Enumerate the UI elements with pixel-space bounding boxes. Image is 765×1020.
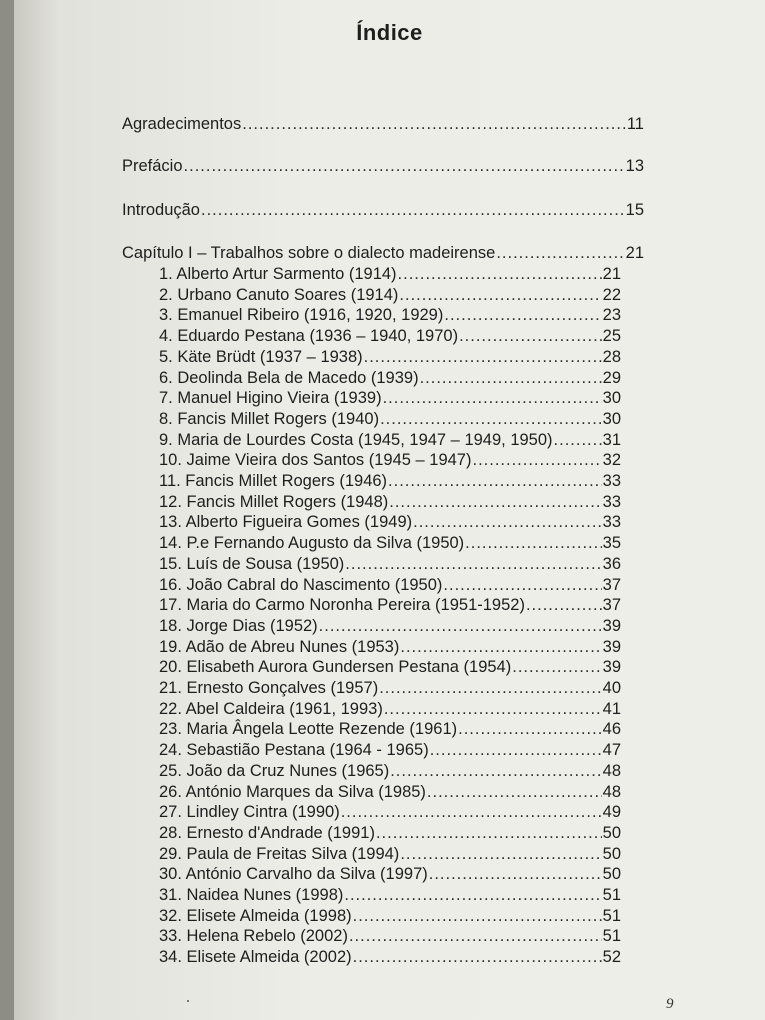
dot-leader xyxy=(443,575,601,595)
toc-entry xyxy=(159,554,621,574)
toc-entry-page: 36 xyxy=(602,554,621,573)
toc-entry xyxy=(159,595,621,615)
toc-entry-page: 50 xyxy=(602,844,621,863)
toc-entry xyxy=(159,616,621,636)
toc-entry xyxy=(159,512,621,532)
toc-entry-page: 33 xyxy=(602,472,621,490)
toc-entry-label: 1. Alberto Artur Sarmento (1914) xyxy=(159,265,397,283)
toc-entry-label: 29. Paula de Freitas Silva (1994) xyxy=(159,844,400,863)
toc-entry-page: 41 xyxy=(602,699,621,718)
toc-entry xyxy=(159,823,621,843)
toc-entry-page: 51 xyxy=(602,927,621,946)
toc-entry xyxy=(159,926,621,946)
toc-entry xyxy=(159,409,621,429)
toc-entry xyxy=(159,347,621,367)
toc-entry-label: 33. Helena Rebelo (2002) xyxy=(159,927,348,946)
toc-chapter-heading xyxy=(122,243,644,263)
toc-entry-label: 27. Lindley Cintra (1990) xyxy=(159,803,340,822)
toc-entry-page: 31 xyxy=(602,430,621,449)
toc-entry-label: 9. Maria de Lourdes Costa (1945, 1947 – 1949, 1950) xyxy=(159,430,553,449)
toc-entry-label: 11. Fancis Millet Rogers (1946) xyxy=(159,472,388,490)
dot-leader xyxy=(429,864,602,884)
toc-entry-label: 32. Elisete Almeida (1998) xyxy=(159,906,352,925)
toc-entry xyxy=(159,719,621,739)
toc-entry-label: 8. Fancis Millet Rogers (1940) xyxy=(159,409,380,428)
toc-entry-page: 50 xyxy=(602,865,621,884)
dot-leader xyxy=(201,200,625,220)
toc-entry-label: 20. Elisabeth Aurora Gundersen Pestana (1954) xyxy=(159,658,512,677)
toc-entry xyxy=(159,533,621,553)
toc-entry-label: 17. Maria do Carmo Noronha Pereira (1951-1952) xyxy=(159,596,525,615)
toc-entry-page: 48 xyxy=(602,782,621,801)
dot-leader xyxy=(427,782,602,802)
toc-entry-page: 21 xyxy=(625,244,644,262)
toc-entry-label: 15. Luís de Sousa (1950) xyxy=(159,554,345,573)
toc-entry-label: 16. João Cabral do Nascimento (1950) xyxy=(159,575,443,594)
toc-entry-page: 52 xyxy=(602,948,621,967)
toc-entry-page: 22 xyxy=(602,285,621,304)
toc-entry-label: 14. P.e Fernando Augusto da Silva (1950) xyxy=(159,534,465,553)
toc-entry xyxy=(159,264,621,284)
toc-entry-label: 26. António Marques da Silva (1985) xyxy=(159,782,426,801)
toc-entry-label: 31. Naidea Nunes (1998) xyxy=(159,886,344,904)
toc-entry xyxy=(159,699,621,719)
dot-leader xyxy=(399,285,601,305)
toc-entry-label: 10. Jaime Vieira dos Santos (1945 – 1947) xyxy=(159,451,472,470)
toc-entry-page: 51 xyxy=(602,906,621,925)
dot-leader xyxy=(376,823,602,843)
page-title: Índice xyxy=(356,20,423,45)
toc-entry-page: 11 xyxy=(626,115,644,133)
dot-leader xyxy=(458,719,602,739)
toc-entry-page: 47 xyxy=(602,741,621,760)
dot-leader xyxy=(380,409,602,429)
toc-entry-page: 15 xyxy=(625,201,644,219)
toc-entry xyxy=(159,637,621,657)
toc-entry xyxy=(159,844,621,864)
toc-entry-page: 30 xyxy=(602,409,621,428)
toc-entry xyxy=(159,388,621,408)
dot-leader xyxy=(420,368,602,388)
toc-entry-label: 30. António Carvalho da Silva (1997) xyxy=(159,865,428,884)
toc-entry-page: 25 xyxy=(602,327,621,346)
toc-entry-label: 28. Ernesto d'Andrade (1991) xyxy=(159,823,375,842)
dot-leader xyxy=(353,906,602,926)
dot-leader xyxy=(242,114,626,134)
dot-leader xyxy=(345,554,601,574)
toc-entry-page: 32 xyxy=(602,451,621,470)
dot-leader xyxy=(465,533,601,553)
dot-leader xyxy=(341,802,602,822)
toc-entry xyxy=(159,285,621,305)
print-speck xyxy=(187,1000,189,1002)
toc-entry-page: 50 xyxy=(602,823,621,842)
dot-leader xyxy=(398,264,602,284)
toc-entry xyxy=(159,305,621,325)
toc-entry-page: 48 xyxy=(602,761,621,780)
toc-entry-introducao xyxy=(122,200,644,220)
toc-entry-page: 39 xyxy=(602,637,621,656)
dot-leader xyxy=(554,430,602,450)
toc-entry-page: 37 xyxy=(602,596,621,615)
toc-entry xyxy=(159,906,621,926)
toc-entry-page: 21 xyxy=(602,265,621,283)
toc-entry-label: Introdução xyxy=(122,201,200,219)
toc-entry-page: 23 xyxy=(602,306,621,325)
toc-entry-prefacio xyxy=(122,156,644,176)
toc-entry-label: 23. Maria Ângela Leotte Rezende (1961) xyxy=(159,720,458,739)
dot-leader xyxy=(353,947,602,967)
toc-entry xyxy=(159,885,621,905)
book-page xyxy=(14,0,765,1020)
toc-entry-label: 3. Emanuel Ribeiro (1916, 1920, 1929) xyxy=(159,306,444,325)
toc-entry-label: 19. Adão de Abreu Nunes (1953) xyxy=(159,637,400,656)
toc-entry xyxy=(159,326,621,346)
dot-leader xyxy=(526,595,602,615)
page-number: 9 xyxy=(666,996,674,1012)
toc-entry-label: 24. Sebastião Pestana (1964 - 1965) xyxy=(159,741,429,760)
dot-leader xyxy=(496,243,624,263)
toc-entry-page: 30 xyxy=(602,389,621,408)
toc-entry-agradecimentos xyxy=(122,114,644,134)
dot-leader xyxy=(383,388,602,408)
toc-entry xyxy=(159,761,621,781)
dot-leader xyxy=(472,450,601,470)
dot-leader xyxy=(413,512,602,532)
toc-entry-label: Agradecimentos xyxy=(122,115,242,133)
toc-entry-label: 5. Käte Brüdt (1937 – 1938) xyxy=(159,347,363,366)
toc-entry-label: 25. João da Cruz Nunes (1965) xyxy=(159,761,390,780)
toc-entry-page: 33 xyxy=(602,513,621,532)
toc-entry-page: 37 xyxy=(602,575,621,594)
toc-entry xyxy=(159,864,621,884)
toc-entry-page: 40 xyxy=(602,679,621,697)
toc-entry-page: 13 xyxy=(625,157,644,175)
toc-entry-page: 39 xyxy=(602,616,621,635)
toc-entry xyxy=(159,471,621,491)
toc-entry-page: 28 xyxy=(602,347,621,366)
dot-leader xyxy=(379,678,601,698)
dot-leader xyxy=(430,740,602,760)
toc-entry-label: 22. Abel Caldeira (1961, 1993) xyxy=(159,699,383,718)
toc-entry-page: 35 xyxy=(602,534,621,553)
toc-entry-page: 51 xyxy=(602,886,621,904)
toc-entry-label: 2. Urbano Canuto Soares (1914) xyxy=(159,285,399,304)
toc-entry xyxy=(159,657,621,677)
toc-entry-label: 4. Eduardo Pestana (1936 – 1940, 1970) xyxy=(159,327,459,346)
dot-leader xyxy=(512,657,601,677)
toc-entry-label: 12. Fancis Millet Rogers (1948) xyxy=(159,492,389,511)
dot-leader xyxy=(388,471,602,491)
toc-entry xyxy=(159,430,621,450)
dot-leader xyxy=(459,326,602,346)
toc-entry xyxy=(159,450,621,470)
toc-entry xyxy=(159,947,621,967)
toc-entry-label: 7. Manuel Higino Vieira (1939) xyxy=(159,389,382,408)
dot-leader xyxy=(389,492,601,512)
dot-leader xyxy=(184,156,625,176)
toc-entry-page: 49 xyxy=(602,803,621,822)
toc-entry-label: 13. Alberto Figueira Gomes (1949) xyxy=(159,513,413,532)
toc-entry-page: 33 xyxy=(602,492,621,511)
toc-entry xyxy=(159,802,621,822)
toc-entry xyxy=(159,782,621,802)
toc-entry-label: 34. Elisete Almeida (2002) xyxy=(159,948,352,967)
dot-leader xyxy=(384,699,602,719)
dot-leader xyxy=(364,347,602,367)
toc-entry xyxy=(159,678,621,698)
toc-entry-page: 46 xyxy=(602,720,621,739)
dot-leader xyxy=(344,885,601,905)
dot-leader xyxy=(349,926,602,946)
dot-leader xyxy=(400,844,601,864)
toc-entry-page: 39 xyxy=(602,658,621,677)
toc-entry xyxy=(159,740,621,760)
dot-leader xyxy=(444,305,601,325)
toc-entry-label: Capítulo I – Trabalhos sobre o dialecto madeirense xyxy=(122,244,496,262)
dot-leader xyxy=(319,616,602,636)
toc-entry xyxy=(159,368,621,388)
toc-entry-label: 21. Ernesto Gonçalves (1957) xyxy=(159,679,379,697)
toc-entry-page: 29 xyxy=(602,368,621,387)
toc-entry-label: 6. Deolinda Bela de Macedo (1939) xyxy=(159,368,419,387)
toc-entry-label: 18. Jorge Dias (1952) xyxy=(159,616,318,635)
toc-entry xyxy=(159,492,621,512)
dot-leader xyxy=(390,761,601,781)
toc-entry xyxy=(159,575,621,595)
toc-entry-label: Prefácio xyxy=(122,157,183,175)
dot-leader xyxy=(400,637,601,657)
